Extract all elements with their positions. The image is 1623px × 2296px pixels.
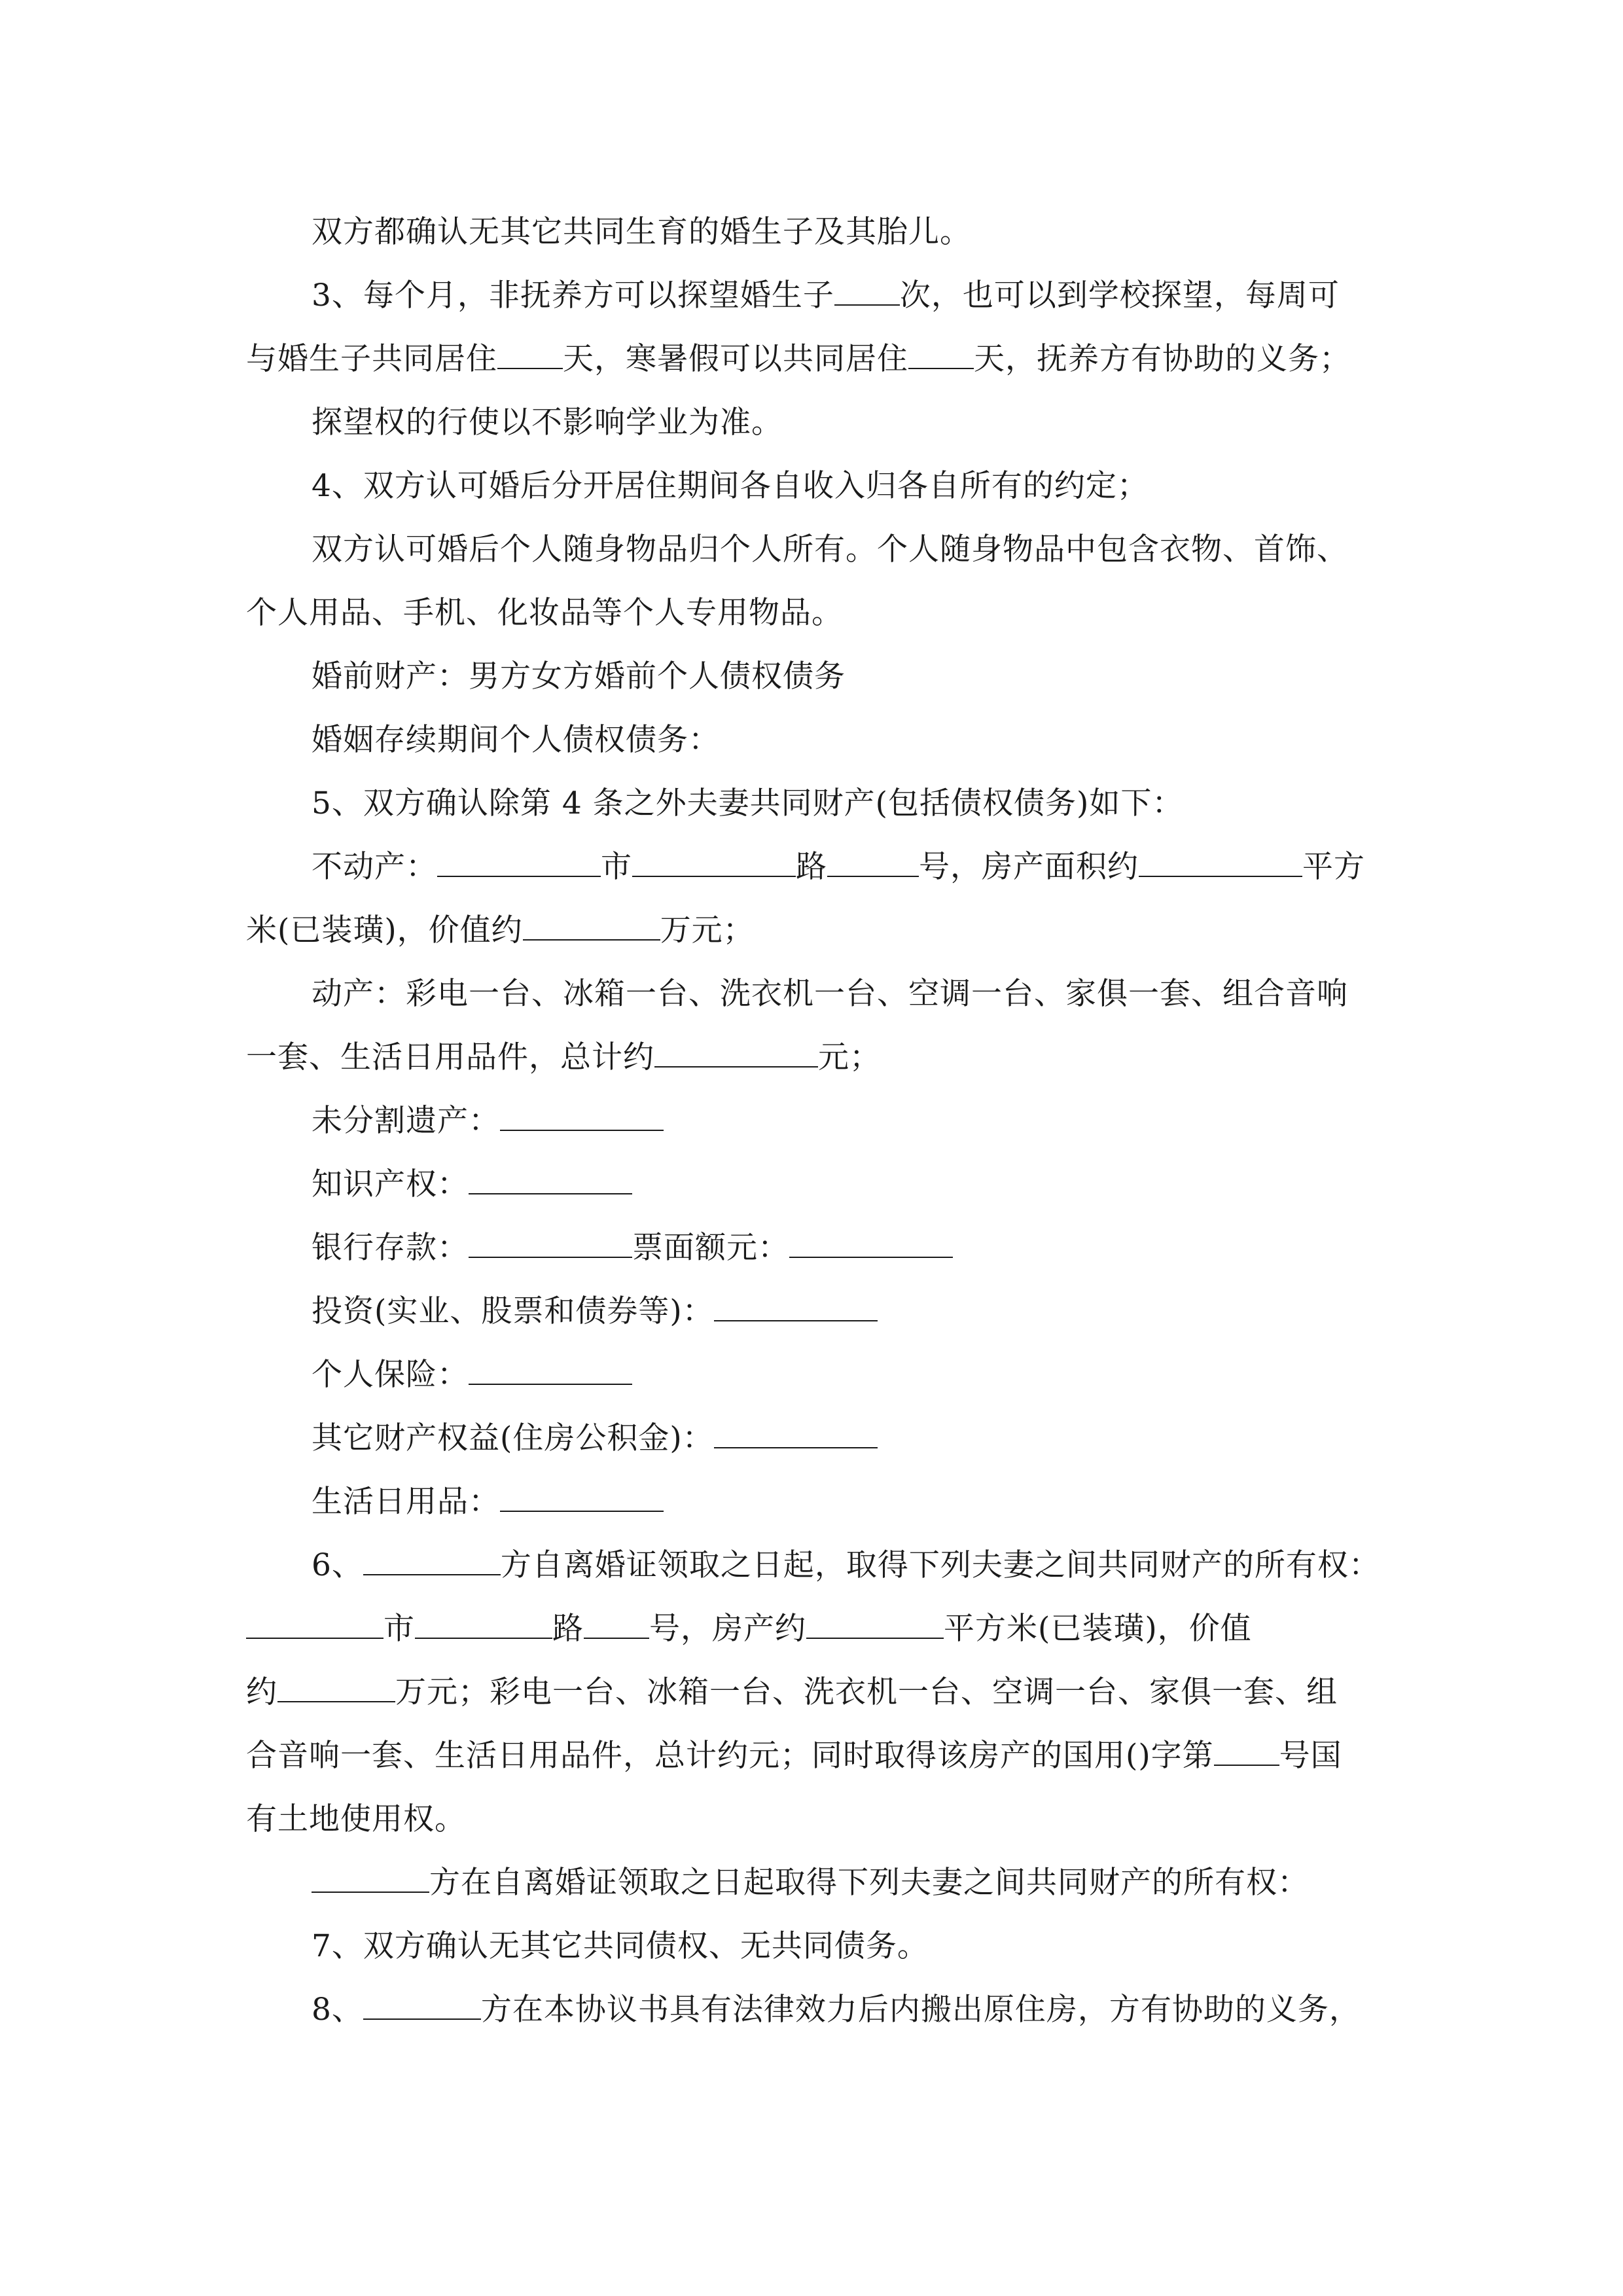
text-line <box>312 657 846 696</box>
text-line <box>312 784 1183 823</box>
text-line <box>312 1863 1309 1903</box>
text-line <box>246 1736 1342 1776</box>
fill-blank <box>312 1865 429 1893</box>
text: 7、双方确认无其它共同债权、无共同债务。 <box>312 1928 929 1964</box>
text-line <box>312 403 783 442</box>
text: 号国 <box>1279 1738 1342 1774</box>
text: 个人保险： <box>312 1357 469 1393</box>
text-line <box>312 530 1348 569</box>
text: 平方米(已装璜)，价值 <box>944 1611 1252 1647</box>
text-line <box>312 1292 878 1331</box>
text-line <box>312 276 1340 315</box>
text: 号，房产约 <box>649 1611 806 1647</box>
text: 动产：彩电一台、冰箱一台、洗衣机一台、空调一台、家俱一套、组合音响 <box>312 976 1348 1012</box>
text: 万元； <box>660 912 755 948</box>
text: 4、双方认可婚后分开居住期间各自收入归各自所有的约定； <box>312 468 1149 504</box>
fill-blank <box>827 850 919 877</box>
text: 方在本协议书具有法律效力后内搬出原住房，方有协助的义务， <box>480 1992 1361 2028</box>
text-line <box>312 721 720 760</box>
fill-blank <box>584 1611 649 1639</box>
text: 婚前财产：男方女方婚前个人债权债务 <box>312 658 846 694</box>
text: 其它财产权益(住房公积金)： <box>312 1420 714 1456</box>
text: 约 <box>246 1674 277 1710</box>
text-line <box>312 213 971 252</box>
text: 路 <box>796 849 827 885</box>
text-line <box>246 911 755 950</box>
fill-blank <box>469 1357 632 1385</box>
fill-blank <box>1214 1738 1279 1766</box>
text: 方自离婚证领取之日起，取得下列夫妻之间共同财产的所有权： <box>500 1547 1380 1583</box>
fill-blank <box>834 278 900 306</box>
text-line <box>312 1419 878 1458</box>
text: 天，寒暑假可以共同居住 <box>563 341 908 377</box>
text-line <box>312 1482 664 1522</box>
fill-blank <box>469 1230 632 1258</box>
fill-blank <box>714 1421 878 1448</box>
text-line <box>246 1800 466 1839</box>
text-line <box>312 1355 632 1395</box>
text: 投资(实业、股票和债券等)： <box>312 1293 714 1329</box>
text-line <box>312 1165 632 1204</box>
text-line <box>246 594 843 633</box>
text: 8、 <box>312 1992 363 2028</box>
text: 一套、生活日用品件，总计约 <box>246 1039 654 1075</box>
text: 与婚生子共同居住 <box>246 341 497 377</box>
text: 未分割遗产： <box>312 1103 500 1139</box>
text-line <box>246 340 1351 379</box>
fill-blank <box>806 1611 944 1639</box>
text: 个人用品、手机、化妆品等个人专用物品。 <box>246 595 843 631</box>
text: 市 <box>601 849 632 885</box>
text-line <box>312 1229 953 1268</box>
text: 平方 <box>1302 849 1365 885</box>
fill-blank <box>277 1675 395 1702</box>
text: 方在自离婚证领取之日起取得下列夫妻之间共同财产的所有权： <box>429 1865 1309 1901</box>
text: 银行存款： <box>312 1230 469 1266</box>
text-line <box>246 1038 881 1077</box>
fill-blank <box>437 850 601 877</box>
fill-blank <box>654 1040 818 1067</box>
text: 不动产： <box>312 849 437 885</box>
text: 知识产权： <box>312 1166 469 1202</box>
fill-blank <box>497 342 563 369</box>
text: 有土地使用权。 <box>246 1801 466 1837</box>
text: 婚姻存续期间个人债权债务： <box>312 722 720 758</box>
fill-blank <box>523 913 660 941</box>
text: 市 <box>383 1611 415 1647</box>
fill-blank <box>789 1230 953 1258</box>
text: 天，抚养方有协助的义务； <box>974 341 1351 377</box>
text-line <box>312 467 1149 506</box>
fill-blank <box>1139 850 1302 877</box>
fill-blank <box>500 1484 664 1512</box>
text: 号，房产面积约 <box>919 849 1139 885</box>
text: 双方认可婚后个人随身物品归个人所有。个人随身物品中包含衣物、首饰、 <box>312 531 1348 567</box>
text-line <box>312 1927 929 1966</box>
text-line <box>246 1673 1338 1712</box>
text: 万元；彩电一台、冰箱一台、洗衣机一台、空调一台、家俱一套、组 <box>395 1674 1338 1710</box>
fill-blank <box>363 1548 501 1575</box>
text-line <box>246 1609 1252 1649</box>
fill-blank <box>246 1611 383 1639</box>
text-line <box>312 975 1348 1014</box>
text-line <box>312 848 1365 887</box>
text: 路 <box>552 1611 584 1647</box>
text: 米(已装璜)，价值约 <box>246 912 523 948</box>
text: 6、 <box>312 1547 363 1583</box>
text-line <box>312 1102 664 1141</box>
text: 次，也可以到学校探望，每周可 <box>899 278 1340 314</box>
fill-blank <box>908 342 974 369</box>
fill-blank <box>500 1103 664 1131</box>
fill-blank <box>632 850 796 877</box>
text: 5、双方确认除第 4 条之外夫妻共同财产(包括债权债务)如下： <box>312 785 1184 821</box>
text: 合音响一套、生活日用品件，总计约元；同时取得该房产的国用()字第 <box>246 1738 1214 1774</box>
text: 生活日用品： <box>312 1484 500 1520</box>
fill-blank <box>415 1611 552 1639</box>
text: 双方都确认无其它共同生育的婚生子及其胎儿。 <box>312 214 971 250</box>
fill-blank <box>469 1167 632 1194</box>
fill-blank <box>714 1294 878 1321</box>
fill-blank <box>363 1992 481 2020</box>
text-line <box>312 1990 1361 2030</box>
text: 3、每个月，非抚养方可以探望婚生子 <box>312 278 834 314</box>
text-line <box>312 1546 1380 1585</box>
text: 元； <box>818 1039 881 1075</box>
text: 票面额元： <box>632 1230 789 1266</box>
text: 探望权的行使以不影响学业为准。 <box>312 404 783 440</box>
